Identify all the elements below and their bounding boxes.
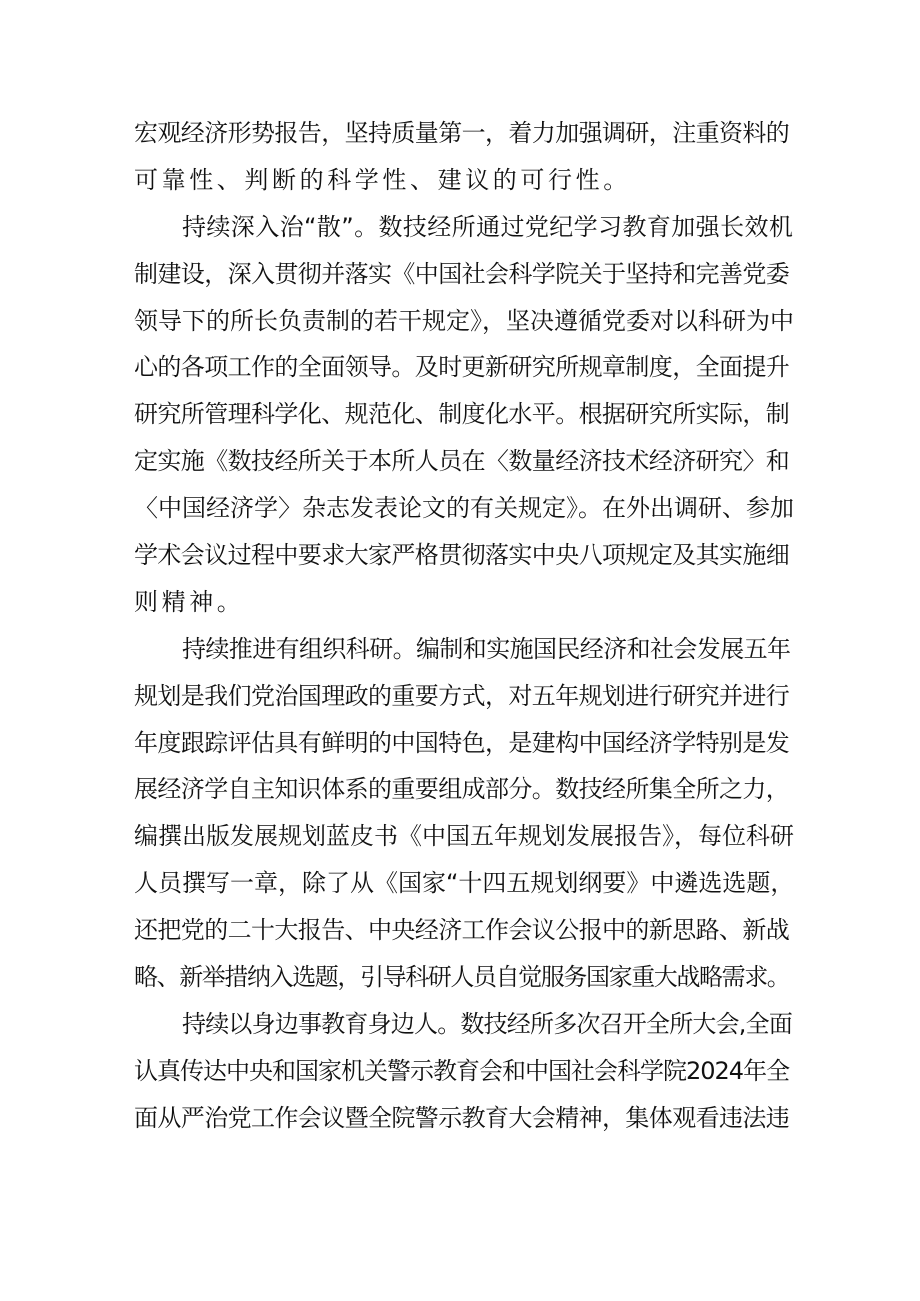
text-line: 人员撰写一章，除了从《国家“十四五规划纲要》中遴选选题， <box>134 869 795 898</box>
text-line: 宏观经济形势报告，坚持质量第一，着力加强调研，注重资料的 <box>134 119 790 147</box>
text-line: 〈中国经济学〉杂志发表论文的有关规定》。在外出调研、参加 <box>134 494 794 523</box>
text-line: 领导下的所长负责制的若干规定》，坚决遵循党委对以科研为中 <box>134 306 794 335</box>
text-line: 心的各项工作的全面领导。及时更新研究所规章制度，全面提升 <box>134 353 790 382</box>
paragraph-first-line: 持续推进有组织科研。编制和实施国民经济和社会发展五年 <box>182 634 791 663</box>
text-line: 年度跟踪评估具有鲜明的中国特色，是建构中国经济学特别是发 <box>134 728 790 757</box>
paragraph-first-line: 持续深入治“散”。数技经所通过党纪学习教育加强长效机 <box>182 212 794 241</box>
text-line: 还把党的二十大报告、中央经济工作会议公报中的新思路、新战 <box>134 916 790 945</box>
text-line: 略、新举措纳入选题，引导科研人员自觉服务国家重大战略需求。 <box>134 963 790 992</box>
text-line: 制建设，深入贯彻并落实《中国社会科学院关于坚持和完善党委 <box>134 259 790 288</box>
text-line: 规划是我们党治国理政的重要方式，对五年规划进行研究并进行 <box>134 681 790 710</box>
text-line: 则精神。 <box>134 587 245 616</box>
text-line: 可靠性、判断的科学性、建议的可行性。 <box>134 165 631 194</box>
document-body <box>134 110 794 1142</box>
paragraph-first-line: 持续以身边事教育身边人。数技经所多次召开全所大会,全面 <box>182 1009 793 1038</box>
text-line: 编撰出版发展规划蓝皮书《中国五年规划发展报告》，每位科研 <box>134 822 794 851</box>
text-line: 定实施《数技经所关于本所人员在〈数量经济技术经济研究〉和 <box>134 447 790 476</box>
text-line: 面从严治党工作会议暨全院警示教育大会精神，集体观看违法违 <box>134 1103 790 1132</box>
text-line: 学术会议过程中要求大家严格贯彻落实中央八项规定及其实施细 <box>134 541 790 570</box>
text-line: 研究所管理科学化、规范化、制度化水平。根据研究所实际，制 <box>134 400 790 429</box>
text-line: 认真传达中央和国家机关警示教育会和中国社会科学院2024年全 <box>134 1056 790 1085</box>
text-line: 展经济学自主知识体系的重要组成部分。数技经所集全所之力， <box>134 775 790 804</box>
